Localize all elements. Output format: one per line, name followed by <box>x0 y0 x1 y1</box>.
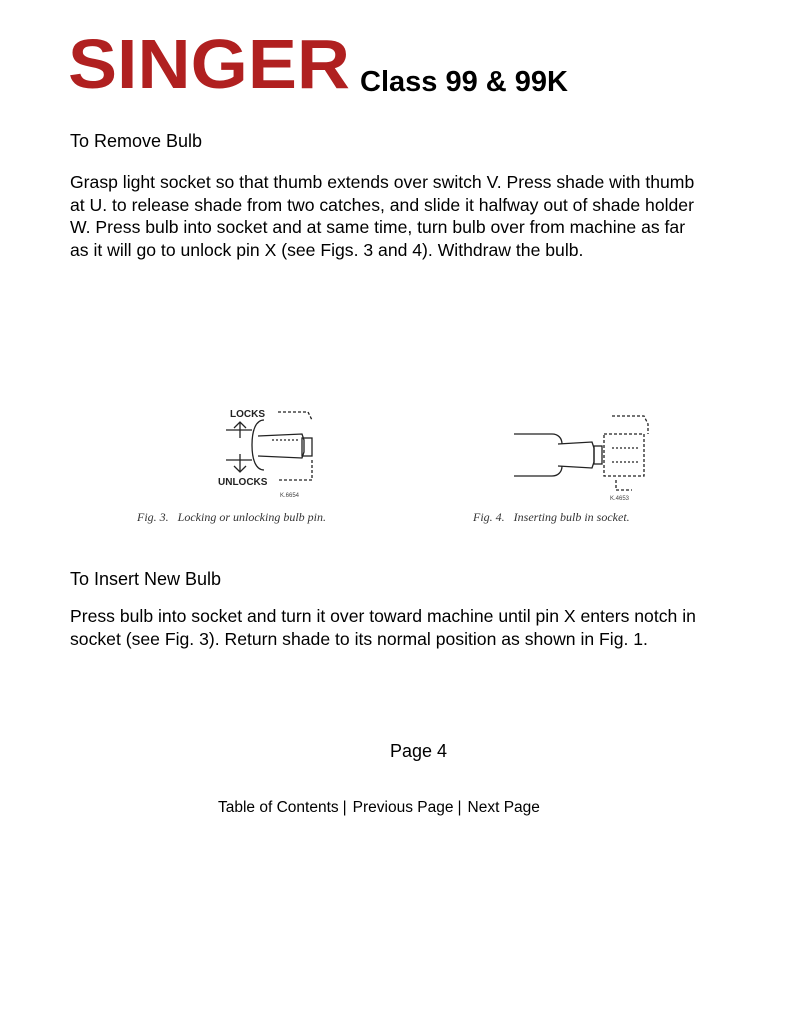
paragraph-line: Grasp light socket so that thumb extends over switch V. Press shade with thumb <box>70 172 695 192</box>
page-header <box>68 30 748 110</box>
table-of-contents-link[interactable]: Table of Contents <box>218 799 339 816</box>
fig4-caption-number: Fig. 4. <box>473 510 505 524</box>
fig4-caption-text: Inserting bulb in socket. <box>513 510 630 524</box>
next-page-link[interactable]: Next Page <box>467 799 540 816</box>
paragraph-remove <box>70 171 770 261</box>
figure-4-caption <box>473 510 630 525</box>
fig3-locks-label: LOCKS <box>230 409 265 420</box>
page-subtitle: Class 99 & 99K <box>360 66 568 98</box>
singer-logo <box>68 30 353 96</box>
fig3-code: K.6654 <box>280 493 300 499</box>
fig3-unlocks-label: UNLOCKS <box>218 477 268 488</box>
section-heading-insert: To Insert New Bulb <box>70 569 222 589</box>
fig4-drawing <box>514 416 648 490</box>
fig3-drawing <box>226 412 312 480</box>
figure-3-caption <box>137 510 326 525</box>
previous-page-link[interactable]: Previous Page <box>352 799 454 816</box>
section-heading-remove: To Remove Bulb <box>70 131 203 151</box>
nav-separator: | <box>457 799 462 816</box>
paragraph-line: Press bulb into socket and turn it over toward machine until pin X enters notch in <box>70 606 696 626</box>
nav-separator: | <box>342 799 347 816</box>
logo-text: SINGER <box>68 30 350 96</box>
paragraph-insert <box>70 605 770 650</box>
paragraph-line: socket (see Fig. 3). Return shade to its normal position as shown in Fig. 1. <box>70 628 648 649</box>
footer-navigation <box>218 799 540 817</box>
paragraph-line: as it will go to unlock pin X (see Figs. 3 and 4). Withdraw the bulb. <box>70 239 584 260</box>
figure-4-illustration <box>512 408 662 503</box>
page-number: Page 4 <box>390 741 448 761</box>
fig4-code: K.4653 <box>610 496 630 502</box>
paragraph-line: W. Press bulb into socket and at same time, turn bulb over from machine as far <box>70 217 686 237</box>
paragraph-line: at U. to release shade from two catches, and slide it halfway out of shade holder <box>70 194 694 215</box>
fig3-caption-text: Locking or unlocking bulb pin. <box>177 510 326 524</box>
fig3-caption-number: Fig. 3. <box>137 510 169 524</box>
figure-3-illustration <box>212 400 332 500</box>
